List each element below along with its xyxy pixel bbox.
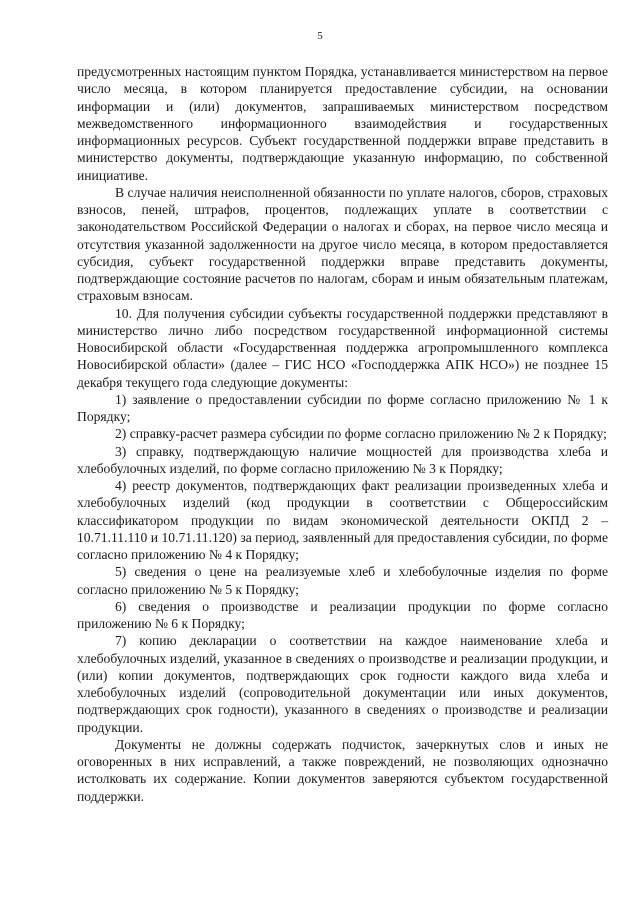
list-item-7: 7) копию декларации о соответствии на каждое наименование хлеба и хлебобулочных изделий, указанное в сведениях о производстве и реализации продукции, и (или) копии документов, подтверждающих срок годности каждого вида хлеба и хлебобулочных изделий (сопроводительной документации или иных документов, подтверждающих срок годности), указанного в сведениях о производстве и реализации продукции.	[77, 633, 608, 735]
paragraph-tax-arrears: В случае наличия неисполненной обязанности по уплате налогов, сборов, страховых взносов, пеней, штрафов, процентов, подлежащих уплате в соответствии с законодательством Российской Федерации о налогах и сборах, на первое число месяца и отсутствия указанной задолженности на другое число месяца, в котором предоставляется субсидия, субъект государственной поддержки вправе представить документы, подтверждающие состояние расчетов по налогам, сборам и иным обязательным платежам, страховым взносам.	[77, 184, 608, 304]
page-number: 5	[317, 30, 323, 42]
list-item-2: 2) справку-расчет размера субсидии по форме согласно приложению № 2 к Порядку;	[115, 426, 607, 442]
paragraph-continuation: предусмотренных настоящим пунктом Порядка, устанавливается министерством на первое число месяца, в котором планируется предоставление субсидии, на основании информации и (или) документов, запрашиваемых министерством посредством межведомственного информационного взаимодействия и государственных информационных ресурсов. Субъект государственной поддержки вправе представить в министерство документы, подтверждающие указанную информацию, по собственной инициативе.	[77, 64, 608, 183]
document-body	[77, 63, 608, 805]
paragraph-document-requirements: Документы не должны содержать подчисток, зачеркнутых слов и иных не оговоренных в них исправлений, а также повреждений, не позволяющих однозначно истолковать их содержание. Копии документов заверяются субъектом государственной поддержки.	[77, 736, 608, 804]
list-item-3: 3) справку, подтверждающую наличие мощностей для производства хлеба и хлебобулочных изделий, по форме согласно приложению № 3 к Порядку;	[77, 443, 608, 476]
list-item-1: 1) заявление о предоставлении субсидии по форме согласно приложению № 1 к Порядку;	[77, 391, 608, 424]
list-item-4: 4) реестр документов, подтверждающих факт реализации произведенных хлеба и хлебобулочных изделий (код продукции в соответствии с Общероссийским классификатором продукции по видам экономической деятельности ОКПД 2 – 10.71.11.110 и 10.71.11.120) за период, заявленный для предоставления субсидии, по форме согласно приложению № 4 к Порядку;	[77, 478, 608, 562]
paragraph-item-10: 10. Для получения субсидии субъекты государственной поддержки представляют в министерство лично либо посредством государственной информационной системы Новосибирской области «Государственная поддержка агропромышленного комплекса Новосибирской области» (далее – ГИС НСО «Господдержка АПК НСО») не позднее 15 декабря текущего года следующие документы:	[77, 305, 608, 390]
list-item-5: 5) сведения о цене на реализуемые хлеб и хлебобулочные изделия по форме согласно приложению № 5 к Порядку;	[77, 564, 608, 597]
list-item-6: 6) сведения о производстве и реализации продукции по форме согласно приложению № 6 к Порядку;	[77, 598, 608, 631]
